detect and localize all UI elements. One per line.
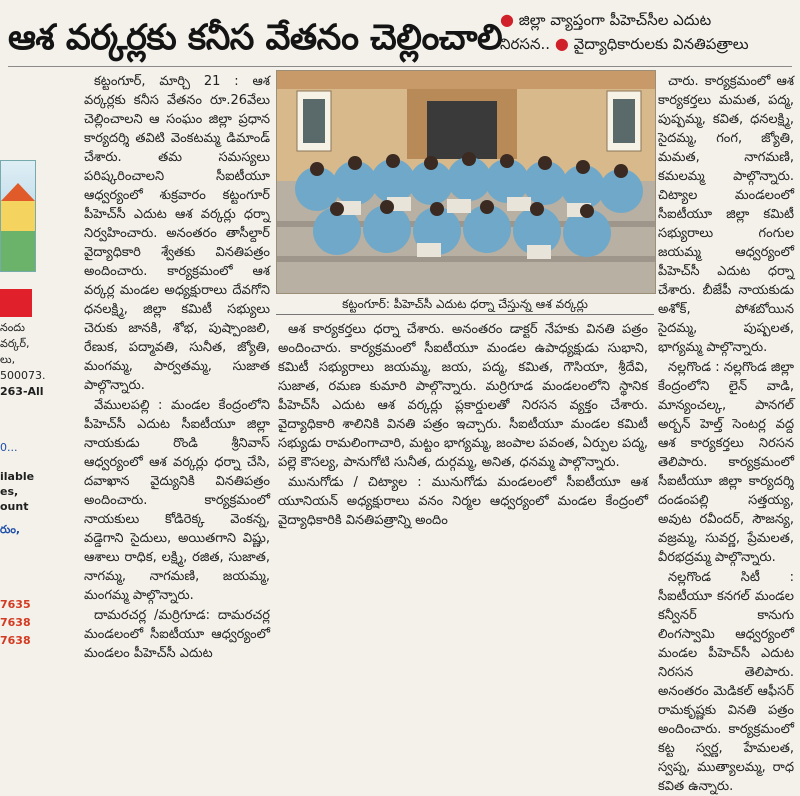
- bullet-icon: ●: [554, 34, 569, 53]
- photo-caption: కట్టంగూర్: పీహెచ్‌సీ ఎదుట ధర్నా చేస్తున్న ఆశ వర్కర్లు: [276, 294, 654, 315]
- paragraph: కట్టంగూర్, మార్చి 21 : ఆశ వర్కర్లకు కనీస వేతనం రూ.26వేలు చెల్లించాలని ఆ సంఘం జిల్లా ప్రధాన కార్యదర్శి తవిటి వెంకటమ్మ డిమాండ్ చేశారు. తమ సమస్యలు పరిష్కరించాలని సీఐటీయూ ఆధ్వర్యంలో శుక్రవారం కట్టంగూర్ పీహెచ్‌సీ ఎదుట ఆశ వర్కర్లు ధర్నా నిర్వహించారు. అనంతరం తాసీల్దార్ వైద్యాధికారి శ్వేతకు వినతిపత్రం అందించారు. కార్యక్రమంలో ఆశ వర్కర్ల మండల అధ్యక్షురాలు దేవగోని ధనలక్ష్మి, జిల్లా కమిటీ సభ్యులు చెరుకు జానకి, శోభ, పుష్పాంజలి, రేణుక, పద్మావతి, సునీత, జ్యోతి, మంగమ్మ, పార్వతమ్మ, సుజాత పాల్గొన్నారు.: [84, 74, 270, 393]
- paragraph: ఆశ కార్యకర్తలు ధర్నా చేశారు. అనంతరం డాక్టర్ నేహకు వినతి పత్రం అందించారు. కార్యక్రమంలో సీఐటీయూ మండల ఉపాధ్యక్షుడు సుభాని, కమిటీ సభ్యురాలు జయమ్మ, జయ, పద్మ, కమిత, గౌసియా, శ్రీదేవి, సుజాత, రమణ కుమారి పాల్గొన్నారు. మర్రిగూడ మండలంలోని స్థానిక పీహెచ్‌సీ ఎదుట ఆశ వర్కర్లు ప్లకార్డులతో నిరసన వ్యక్తం చేశారు. వైద్యాధికారి శాలినికి వినతి పత్రం ఇచ్చారు. సీఐటీయూ మండల కమిటీ సభ్యుడు రామలింగాచారి, మట్టం భాగ్యమ్మ, జంపాల పవంత, ఏర్పుల పద్మ, పల్లె కౌసల్య, పానుగోటి సునీత, దుర్గమ్మ, అనిత, ధనమ్మ పాల్గొన్నారు.: [278, 322, 648, 470]
- bullet-icon: ●: [500, 10, 514, 29]
- paragraph: మునుగోడు / చిట్యాల : మునుగోడు మండలంలో సీఐటీయూ ఆశ యూనియన్ అధ్యక్షురాలు వనం నిర్మల ఆధ్వర్యంలో మండల కేంద్రంలో వైద్యాధికారికి వినతిపత్రాన్ని అందిం: [278, 475, 648, 528]
- article-column-1: [84, 72, 270, 662]
- ad-text-lines: నందు వర్కర్, లు, 500073. 263-All: [0, 321, 46, 398]
- ad-house-image: [0, 160, 36, 272]
- protest-photo-icon: [277, 71, 655, 293]
- sub-headlines: [500, 8, 796, 56]
- paragraph: నల్లగొండ : నల్లగొండ జిల్లా కేంద్రంలోని లైన్ వాడి, మాన్యంచల్క, పానగల్ అర్బన్ హెల్త్ సెంటర్ల వద్ద ఆశ కార్యకర్తలు నిరసన తెలిపారు. కార్యక్రమంలో సీఐటీయూ జిల్లా కార్యదర్శి దండంపల్లి సత్తయ్య, అవుట రవీందర్, సౌజన్య, వజ్రమ్మ, సువర్ణ, ప్రేమలత, వీరభద్రమ్మ పాల్గొన్నారు.: [658, 360, 795, 565]
- article-column-3: [658, 72, 795, 794]
- paragraph: నల్లగొండ సిటీ : సీఐటీయూ కనగల్ మండల కన్వీనర్ కానుగు లింగస్వామి ఆధ్వర్యంలో మండల పీహెచ్‌సీ ఎదుట నిరసన తెలిపారు. అనంతరం మెడికల్ ఆఫీసర్ రామకృష్ణకు వినతి పత్రం అందించారు. కార్యక్రమంలో కట్ట స్వర్ణ, హేమలత, స్వప్న, ముత్యాలమ్మ, రాధ కవిత ఉన్నారు.: [658, 570, 794, 794]
- headline: ఆశ వర్కర్లకు కనీస వేతనం చెల్లించాలి: [8, 18, 503, 58]
- paragraph: దామరచర్ల /మర్రిగూడ: దామరచర్ల మండలంలో సీఐటీయూ ఆధ్వర్యంలో మండలం పీహెచ్‌సీ ఎదుట: [84, 608, 270, 661]
- ad-red-block: [0, 289, 32, 317]
- paragraph: చారు. కార్యక్రమంలో ఆశ కార్యకర్తలు మమత, పద్మ, పుష్పమ్మ, కవిత, ధనలక్ష్మి, సైదమ్మ, గంగ, జ్యోతి, మమత, నాగమణి, కమలమ్మ పాల్గొన్నారు. చిట్యాల మండలంలో సీఐటీయూ జిల్లా కమిటీ సభ్యురాలు గంగుల జయమ్మ ఆధ్వర్యంలో పీహెచ్‌సీ ఎదుట ధర్నా చేశారు. బీజేపీ నాయకుడు అశోక్, పోశబోయిన సైదమ్మ, పుష్పలత, భాగ్యమ్మ పాల్గొన్నారు.: [658, 74, 794, 355]
- house-icon: [1, 161, 35, 271]
- headline-rule: [8, 66, 792, 67]
- ad-text-lines-2: 0... ilable es, ount రుం,: [0, 441, 35, 536]
- paragraph: వేములపల్లి : మండల కేంద్రంలోని పీహెచ్‌సీ ఎదుట సీఐటీయూ జిల్లా నాయకుడు రొండి శ్రీనివాస్ ఆధ్వర్యంలో ఆశ వర్కర్లు ధర్నా చేసి, దవాఖాన వైద్యునికి వినతిపత్రం అందించారు. కార్యక్రమంలో నాయకులు కోడిరెక్క వెంకన్న, వడ్డెగాని సైదులు, అయితగాని విష్ణు, ఆశాలు రాధిక, లక్ష్మి, రజిత, సుజాత, నాగమ్మ, నాగమణి, జయమ్మ, మంగమ్మ పాల్గొన్నారు.: [84, 398, 270, 603]
- article-column-2: [278, 320, 648, 662]
- sub-headline-2: నిరసన.. ● వైద్యాధికారులకు వినతిపత్రాలు: [500, 34, 749, 53]
- ad-phones: 7635 7638 7638: [0, 598, 31, 647]
- sub-headline-1: ● జిల్లా వ్యాప్తంగా పీహెచ్‌సీల ఎదుట: [500, 10, 712, 29]
- news-photo: [276, 70, 656, 294]
